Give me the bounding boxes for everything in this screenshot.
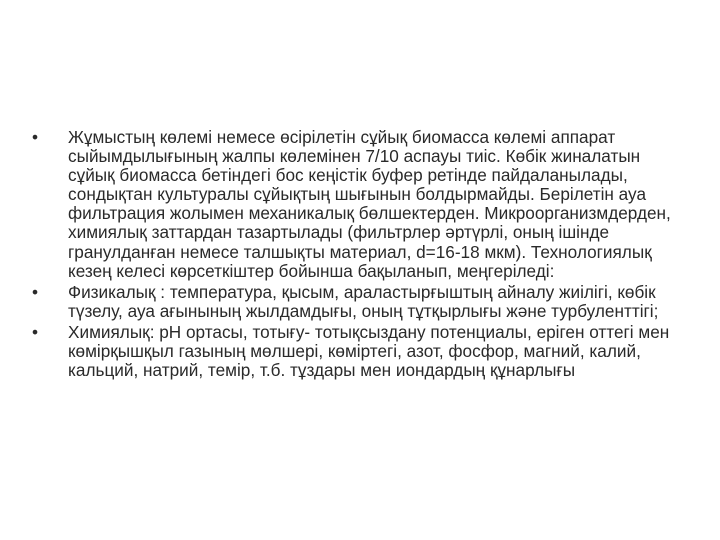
bullet-list bbox=[28, 128, 688, 382]
list-item bbox=[28, 128, 688, 281]
bullet-text: Химиялық: рН ортасы, тотығу- тотықсыздану потенциалы, еріген оттегі мен көмірқышқыл газының мөлшері, көміртегі, азот, фосфор, магний, калий, кальций, натрий, темір, т.б. тұздары мен иондардың құнарлығы bbox=[68, 321, 670, 381]
bullet-icon: • bbox=[31, 281, 39, 302]
list-item bbox=[28, 323, 688, 380]
bullet-text: Жұмыстың көлемі немесе өсірілетін сұйық биомасса көлемі аппарат сыйымдылығының жалпы көлемінен 7/10 аспауы тиіс. Көбік жиналатын сұйық биомасса бетіндегі бос кеңістік буфер ретінде пайдаланылады, сондықтан культуралы сұйықтың шығынын болдырмайды. Берілетін ауа фильтрация жолымен механикалық бөлшектерден. Микроорганизмдерден, химиялық заттардан тазартылады (фильтрлер әртүрлі, оның ішінде гранулданған немесе талшықты материал, d=16-18 мкм). Технологиялық кезең келесі көрсеткіштер бойынша бақыланып, меңгеріледі: bbox=[68, 127, 671, 281]
bullet-text: Физикалық : температура, қысым, араластырғыштың айналу жиілігі, көбік түзелу, ауа ағынының жылдамдығы, оның тұтқырлығы және турбуленттігі; bbox=[68, 281, 659, 321]
bullet-icon: • bbox=[31, 127, 39, 147]
bullet-icon: • bbox=[31, 321, 39, 342]
list-item bbox=[28, 283, 688, 321]
